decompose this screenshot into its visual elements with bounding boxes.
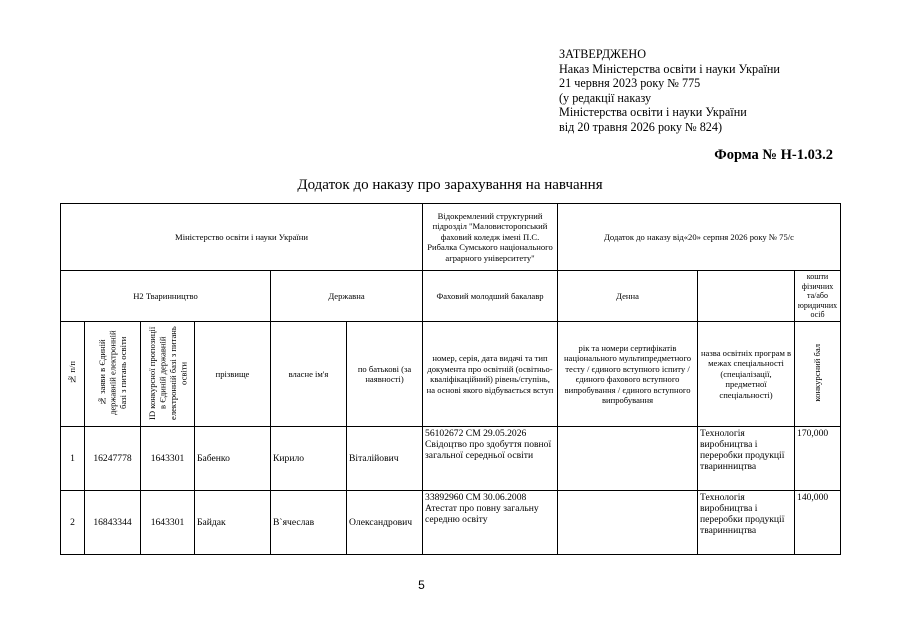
funding-cell: Державна [271, 271, 423, 322]
col-header-score-label: конкурсний бал [812, 343, 823, 402]
empty-cell [698, 271, 795, 322]
approval-line: Міністерства освіти і науки України [559, 105, 747, 120]
header-row-specialty [61, 271, 841, 322]
column-header-row [61, 322, 841, 427]
col-header-application-id [85, 322, 141, 427]
approval-line: 21 червня 2023 року № 775 [559, 76, 701, 91]
cell-certificates [558, 427, 698, 491]
cell-surname: Байдак [195, 491, 271, 555]
table-row [61, 427, 841, 491]
cell-offer-id: 1643301 [141, 427, 195, 491]
cell-num: 1 [61, 427, 85, 491]
order-ref-cell: Додаток до наказу від«20» серпня 2026 року № 75/с [558, 204, 841, 271]
cell-certificates [558, 491, 698, 555]
approval-line: ЗАТВЕРДЖЕНО [559, 47, 646, 61]
document-title: Додаток до наказу про зарахування на навчання [297, 177, 603, 193]
payer-cell: кошти фізичних та/або юридичних осіб [795, 271, 841, 322]
approval-line: Наказ Міністерства освіти і науки України [559, 61, 780, 76]
cell-surname: Бабенко [195, 427, 271, 491]
cell-program: Технологія виробництва і переробки продукції тваринництва [698, 427, 795, 491]
cell-first-name: В`ячеслав [271, 491, 347, 555]
cell-num: 2 [61, 491, 85, 555]
cell-application-id: 16247778 [85, 427, 141, 491]
cell-application-id: 16843344 [85, 491, 141, 555]
approval-line: (у редакції наказу [559, 90, 652, 105]
study-form-cell: Денна [558, 271, 698, 322]
col-header-num [61, 322, 85, 427]
col-header-num-label: № п/п [67, 360, 78, 385]
approval-stamp [559, 47, 780, 135]
cell-score: 140,000 [795, 491, 841, 555]
cell-patronymic: Віталійович [347, 427, 423, 491]
header-row-institution [61, 204, 841, 271]
degree-cell: Фаховий молодший бакалавр [423, 271, 558, 322]
col-header-first-name: власне ім'я [271, 322, 347, 427]
col-header-program: назва освітніх програм в межах спеціальності (спеціалізації, предметної спеціальності) [698, 322, 795, 427]
cell-offer-id: 1643301 [141, 491, 195, 555]
col-header-certificates: рік та номери сертифікатів національного мультипредметного тесту / єдиного вступного іспиту / єдиного фахового вступного випробування / єдиного вступного випробування [558, 322, 698, 427]
col-header-score [795, 322, 841, 427]
cell-document: 56102672 СМ 29.05.2026 Свідоцтво про здобуття повної загальної середньої освіти [423, 427, 558, 491]
enrollment-table [60, 203, 841, 555]
table-row [61, 491, 841, 555]
ministry-cell: Міністерство освіти і науки України [61, 204, 423, 271]
specialty-cell: Н2 Тваринництво [61, 271, 271, 322]
institution-cell: Відокремлений структурний підрозділ "Маловисторопський фаховий коледж імені П.С. Рибалка Сумського національного аграрного університету" [423, 204, 558, 271]
cell-first-name: Кирило [271, 427, 347, 491]
cell-program: Технологія виробництва і переробки продукції тваринництва [698, 491, 795, 555]
cell-score: 170,000 [795, 427, 841, 491]
col-header-offer-id-label: ID конкурсної пропозиції в Єдиній державній електронній базі з питань освіти [146, 325, 188, 420]
col-header-application-id-label: № заяви в Єдиній державній електронній базі з питань освіти [96, 330, 128, 416]
col-header-patronymic: по батькові (за наявності) [347, 322, 423, 427]
col-header-offer-id [141, 322, 195, 427]
col-header-document: номер, серія, дата видачі та тип документа про освітній (освітньо-кваліфікаційний) рівень/ступінь, на основі якого відбувається вступ [423, 322, 558, 427]
page-number: 5 [418, 578, 425, 592]
cell-document: 33892960 СМ 30.06.2008 Атестат про повну загальну середню освіту [423, 491, 558, 555]
col-header-surname: прізвище [195, 322, 271, 427]
approval-line: від 20 травня 2026 року № 824) [559, 119, 723, 134]
cell-patronymic: Олександрович [347, 491, 423, 555]
form-number: Форма № Н-1.03.2 [714, 147, 833, 163]
